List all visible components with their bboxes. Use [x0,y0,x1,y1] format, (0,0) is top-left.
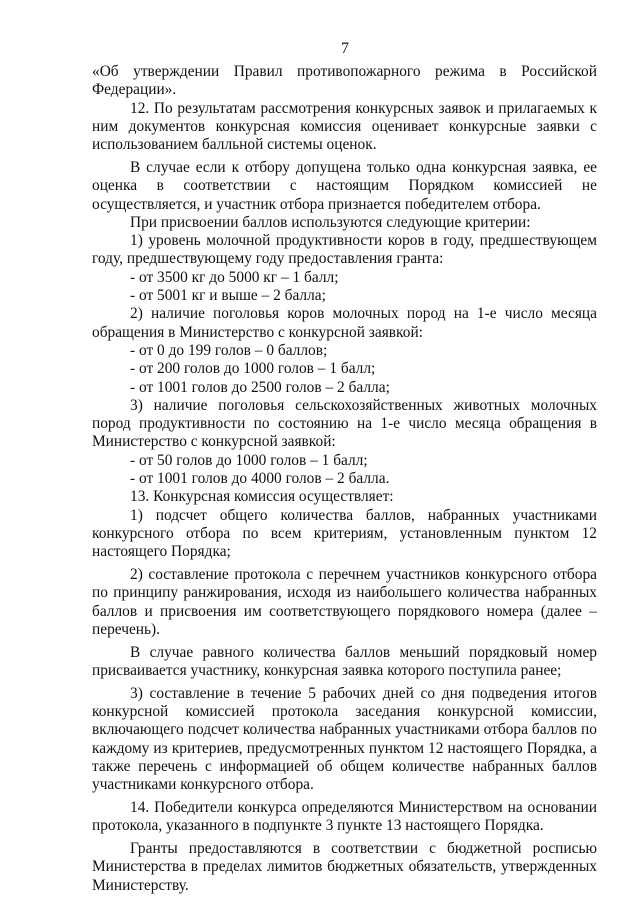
paragraph-law-title-continuation: «Об утверждении Правил противопожарного режима в Российской Федерации». [92,63,597,99]
criterion-3-livestock: 3) наличие поголовья сельскохозяйственных животных молочных пород продуктивности по состоянию на 1-е число месяца обращения в Министерство с конкурсной заявкой: [92,396,597,451]
criterion-2-cow-herd: 2) наличие поголовья коров молочных пород на 1-е число месяца обращения в Министерство с конкурсной заявкой: [92,305,597,341]
paragraph-single-application: В случае если к отбору допущена только одна конкурсная заявка, ее оценка в соответствии с настоящим Порядком комиссией не осуществляется, и участник отбора признается победителем отбора. [92,158,597,213]
criterion-2-option-3: - от 1001 голов до 2500 голов – 2 балла; [130,378,390,396]
paragraph-14-winners: 14. Победители конкурса определяются Министерством на основании протокола, указанного в подпункте 3 пункте 13 настоящего Порядка. [92,799,597,835]
criterion-3-option-1: - от 50 голов до 1000 голов – 1 балл; [130,451,368,469]
criterion-2-option-2: - от 200 голов до 1000 голов – 1 балл; [130,360,376,378]
document-body [92,63,597,895]
criterion-1-option-2: - от 5001 кг и выше – 2 балла; [130,287,326,305]
paragraph-13-commission-duties: 13. Конкурсная комиссия осуществляет: [130,488,394,506]
duty-3-meeting-protocol: 3) составление в течение 5 рабочих дней со дня подведения итогов конкурсной комиссией протокола заседания конкурсной комиссии, включающего подсчет количества набранных участниками отбора баллов по каждому из критериев, предусмотренных пунктом 12 настоящего Порядка, а также перечень с информацией об общем количестве набранных баллов участниками конкурсного отбора. [92,684,597,794]
criterion-1-milk-productivity: 1) уровень молочной продуктивности коров в году, предшествующем году, предшествующему году предоставления гранта: [92,232,597,268]
criterion-2-option-1: - от 0 до 199 голов – 0 баллов; [130,341,328,359]
duty-1-points-count: 1) подсчет общего количества баллов, набранных участниками конкурсного отбора по всем критериям, установленным пунктом 12 настоящего Порядка; [92,506,597,561]
paragraph-grants-budget: Гранты предоставляются в соответствии с бюджетной росписью Министерства в пределах лимитов бюджетных обязательств, утвержденных Министерству. [92,840,597,894]
page-number: 7 [341,40,349,57]
criterion-3-option-2: - от 1001 голов до 4000 голов – 2 балла. [130,470,390,488]
paragraph-equal-points: В случае равного количества баллов меньший порядковый номер присваивается участнику, конкурсная заявка которого поступила ранее; [92,643,597,679]
paragraph-criteria-intro: При присвоении баллов используются следующие критерии: [130,213,531,231]
duty-2-ranking-protocol: 2) составление протокола с перечнем участников конкурсного отбора по принципу ранжирования, исходя из наибольшего количества набранных баллов и присвоения им соответствующего порядкового номера (далее – перечень). [92,566,597,638]
criterion-1-option-1: - от 3500 кг до 5000 кг – 1 балл; [130,268,339,286]
paragraph-12-evaluation: 12. По результатам рассмотрения конкурсных заявок и прилагаемых к ним документов конкурсная комиссия оценивает конкурсные заявки с использованием балльной системы оценок. [92,99,597,154]
